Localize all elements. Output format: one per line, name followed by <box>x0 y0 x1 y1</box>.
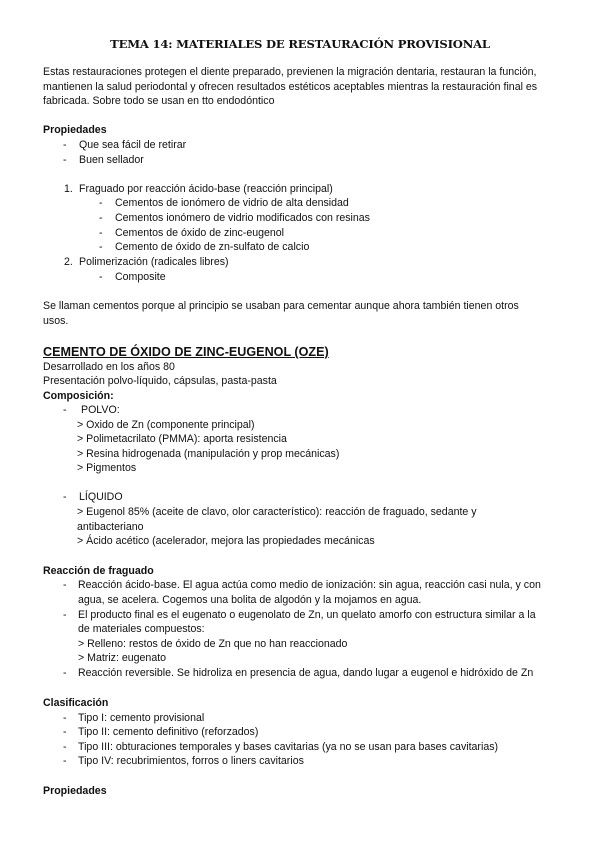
sub-item: > Oxido de Zn (componente principal) <box>77 419 255 431</box>
bullet-dash: - <box>63 726 67 738</box>
list-number: 1. <box>64 183 73 195</box>
bullet-dash: - <box>63 712 67 724</box>
intro-line: fabricada. Sobre todo se usan en tto endodóntico <box>43 95 275 107</box>
bullet-dash: - <box>99 227 103 239</box>
bullet-dash: - <box>63 404 67 416</box>
list-item: Tipo I: cemento provisional <box>78 712 205 724</box>
paragraph-line: Presentación polvo-líquido, cápsulas, pasta-pasta <box>43 375 277 387</box>
section-heading: Propiedades <box>43 124 107 136</box>
list-item: Cementos de óxido de zinc-eugenol <box>115 227 285 239</box>
list-item: Tipo II: cemento definitivo (reforzados) <box>78 726 259 738</box>
bullet-dash: - <box>63 609 67 621</box>
list-number: 2. <box>64 256 73 268</box>
list-item: Reacción ácido-base. El agua actúa como medio de ionización: sin agua, reacción casi nula, y con <box>78 579 541 591</box>
intro-line: Estas restauraciones protegen el diente preparado, previenen la migración dentaria, restauran la función, <box>43 66 537 78</box>
bullet-dash: - <box>63 741 67 753</box>
list-item: Cementos ionómero de vidrio modificados con resinas <box>115 212 370 224</box>
list-item: POLVO: <box>81 404 120 416</box>
list-item: Reacción reversible. Se hidroliza en presencia de agua, dando lugar a eugenol e hidróxido de Zn <box>78 667 534 679</box>
bullet-dash: - <box>63 579 67 591</box>
bullet-dash: - <box>99 241 103 253</box>
paragraph-line: usos. <box>43 315 69 327</box>
sub-item: > Resina hidrogenada (manipulación y prop mecánicas) <box>77 448 340 460</box>
list-item: Composite <box>115 271 166 283</box>
bullet-dash: - <box>63 491 67 503</box>
sub-item: > Pigmentos <box>77 462 137 474</box>
document-title: TEMA 14: MATERIALES DE RESTAURACIÓN PROVISIONAL <box>110 37 490 51</box>
sub-item: > Ácido acético (acelerador, mejora las propiedades mecánicas <box>77 535 375 547</box>
list-item: Tipo IV: recubrimientos, forros o liners cavitarios <box>78 755 304 767</box>
sub-item: antibacteriano <box>77 521 144 533</box>
bullet-dash: - <box>99 271 103 283</box>
section-title: CEMENTO DE ÓXIDO DE ZINC-EUGENOL (OZE) <box>43 345 329 359</box>
bullet-dash: - <box>63 667 67 679</box>
section-heading: Propiedades <box>43 785 107 797</box>
bullet-dash: - <box>99 212 103 224</box>
bullet-dash: - <box>63 755 67 767</box>
list-item: de materiales compuestos: <box>78 623 205 635</box>
list-item: El producto final es el eugenato o eugenolato de Zn, un quelato amorfo con estructura similar a la <box>78 609 536 621</box>
list-item: Cementos de ionómero de vidrio de alta densidad <box>115 197 349 209</box>
sub-item: > Matriz: eugenato <box>78 652 167 664</box>
sub-item: > Eugenol 85% (aceite de clavo, olor característico): reacción de fraguado, sedante y <box>77 506 477 518</box>
list-item: agua, se acelera. Cogemos una bolita de algodón y la mojamos en agua. <box>78 594 422 606</box>
list-item: Tipo III: obturaciones temporales y bases cavitarias (ya no se usan para bases cavitarias) <box>78 741 499 753</box>
intro-line: mantienen la salud periodontal y ofrecen resultados estéticos aceptables mientras la restauración final es <box>43 81 538 93</box>
paragraph-line: Desarrollado en los años 80 <box>43 361 175 373</box>
bullet-dash: - <box>99 197 103 209</box>
list-item: Que sea fácil de retirar <box>79 139 187 151</box>
bullet-dash: - <box>63 154 67 166</box>
sub-item: > Relleno: restos de óxido de Zn que no han reaccionado <box>78 638 348 650</box>
bullet-dash: - <box>63 139 67 151</box>
paragraph-line: Se llaman cementos porque al principio se usaban para cementar aunque ahora también tienen otros <box>43 300 519 312</box>
list-item: Buen sellador <box>79 154 144 166</box>
list-item: Fraguado por reacción ácido-base (reacción principal) <box>79 183 333 195</box>
list-item: Cemento de óxido de zn-sulfato de calcio <box>115 241 310 253</box>
section-heading: Clasificación <box>43 697 109 709</box>
sub-item: > Polimetacrilato (PMMA): aporta resistencia <box>77 433 287 445</box>
list-item: Polimerización (radicales libres) <box>79 256 229 268</box>
list-item: LÍQUIDO <box>79 491 123 503</box>
section-heading: Composición: <box>43 390 114 402</box>
section-heading: Reacción de fraguado <box>43 565 154 577</box>
